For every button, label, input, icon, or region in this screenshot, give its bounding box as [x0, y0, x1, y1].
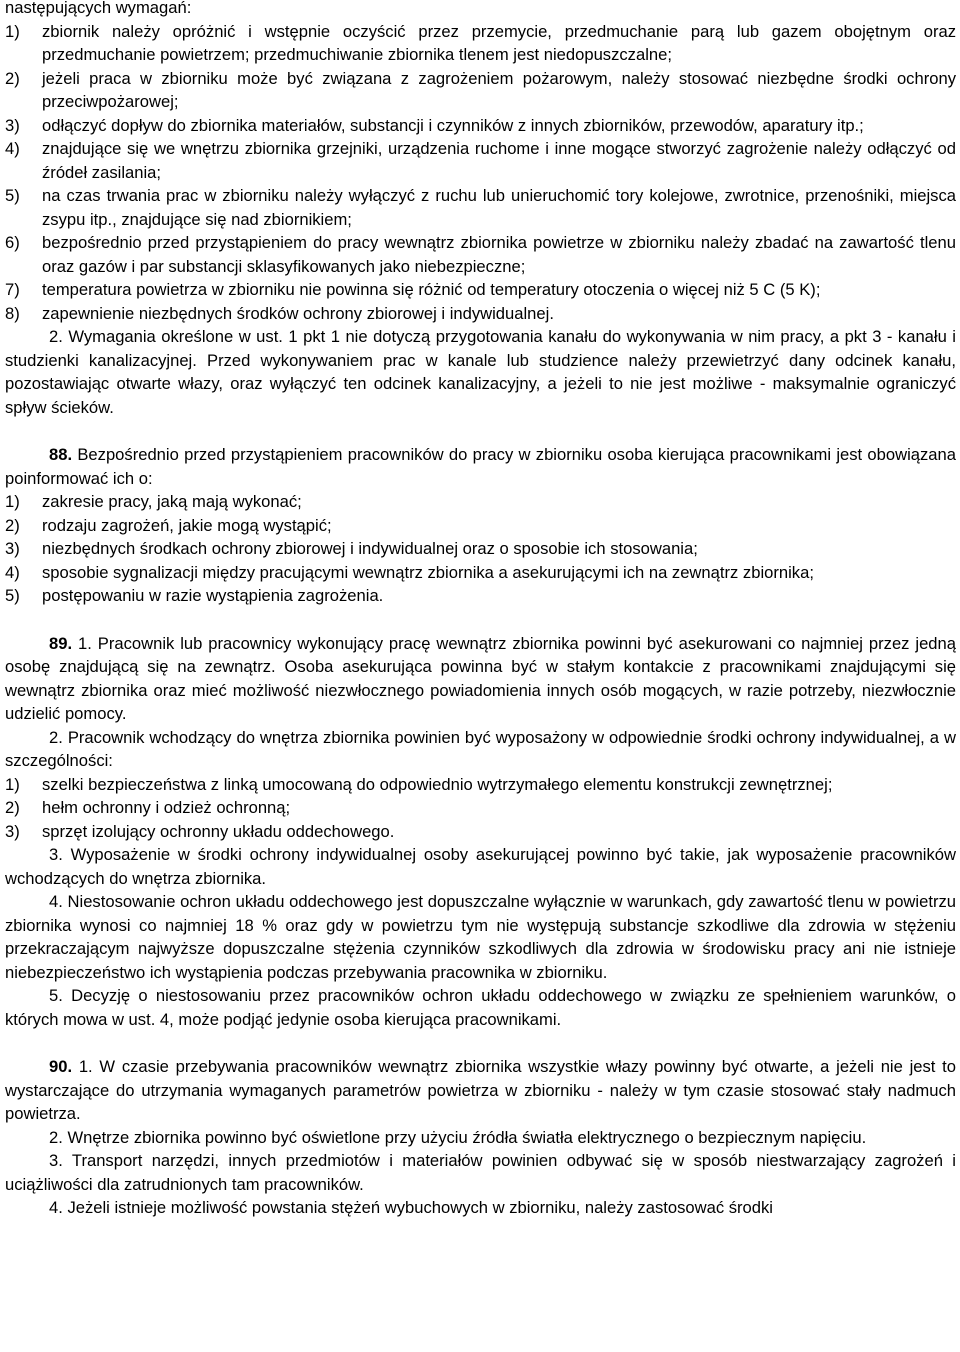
requirements-list — [5, 20, 956, 326]
section-89-paragraph-5: 5. Decyzję o niestosowaniu przez pracowników ochron układu oddechowego w związku ze spełnieniem warunków, o których mowa w ust. 4, może podjąć jedynie osoba kierująca pracownikami. — [5, 986, 956, 1029]
item-text: sprzęt izolujący ochronny układu oddechowego. — [42, 821, 395, 841]
item-number: 1) — [5, 774, 20, 794]
list-item — [5, 278, 956, 302]
item-number: 3) — [5, 115, 20, 135]
list-item — [5, 114, 956, 138]
item-number: 6) — [5, 233, 20, 252]
item-text: znajdujące się we wnętrzu zbiornika grzejniki, urządzenia ruchome i inne mogące stworzyć zagrożenie należy odłączyć od źródeł zasilania; — [42, 139, 956, 182]
item-text: hełm ochronny i odzież ochronną; — [42, 798, 291, 817]
item-number: 7) — [5, 280, 20, 299]
item-number: 2) — [5, 798, 20, 817]
section-89-paragraph-3: 3. Wyposażenie w środki ochrony indywidualnej osoby asekurującej powinno być takie, jak wyposażenie pracowników wchodzących do wnętrza zbiornika. — [5, 845, 956, 888]
intro-text: następujących wymagań: — [5, 0, 192, 17]
item-number: 3) — [5, 821, 20, 841]
section-88-intro — [5, 443, 956, 490]
section-90-paragraph-2: 2. Wnętrze zbiornika powinno być oświetlone przy użyciu źródła światła elektrycznego o bezpiecznym napięciu. — [49, 1127, 867, 1147]
section-90-number: 90. — [49, 1057, 73, 1076]
item-text: temperatura powietrza w zbiorniku nie powinna się różnić od temperatury otoczenia o więcej niż 5 C (5 K); — [42, 280, 821, 299]
list-item — [5, 537, 956, 561]
section-89-text: 1. Pracownik lub pracownicy wykonujący pracę wewnątrz zbiornika powinni być asekurowani co najmniej przez jedną osobę znajdującą się na zewnątrz. Osoba asekurująca powinna być w stałym kontakcie z pracownikami znajdującymi się wewnątrz zbiornika oraz mieć możliwość niezwłocznego powiadomienia innych osób mogących, w razie potrzeby, niezwłocznie udzielić pomocy. — [5, 633, 956, 723]
item-number: 8) — [5, 303, 20, 323]
item-number: 5) — [5, 186, 20, 205]
section-88-number: 88. — [49, 445, 73, 464]
section-88-list — [5, 490, 956, 608]
item-text: zakresie pracy, jaką mają wykonać; — [42, 492, 302, 511]
list-item — [5, 184, 956, 231]
item-text: bezpośrednio przed przystąpieniem do pracy wewnątrz zbiornika powietrze w zbiorniku należy zbadać na zawartość tlenu oraz gazów i par substancji sklasyfikowanych jako niebezpieczne; — [42, 233, 956, 276]
list-item — [5, 584, 956, 608]
list-item — [5, 514, 956, 538]
item-text: niezbędnych środkach ochrony zbiorowej i indywidualnej oraz o sposobie ich stosowania; — [42, 539, 698, 558]
item-number: 2) — [5, 515, 20, 535]
item-text: rodzaju zagrożeń, jakie mogą wystąpić; — [42, 515, 332, 535]
paragraph-87-2: 2. Wymagania określone w ust. 1 pkt 1 nie dotyczą przygotowania kanału do wykonywania w nim pracy, a pkt 3 - kanału i studzienki kanalizacyjnej. Przed wykonywaniem prac w kanale lub studzience należy przewietrzyć dany odcinek kanału, pozostawiając otwarte włazy, oraz wyłączyć ten odcinek kanalizacyjny, a jeżeli to nie jest możliwe - maksymalnie ograniczyć spływ ścieków. — [5, 327, 956, 417]
item-number: 4) — [5, 562, 20, 582]
item-text: jeżeli praca w zbiorniku może być związana z zagrożeniem pożarowym, należy stosować niezbędne środki ochrony przeciwpożarowej; — [42, 68, 956, 111]
section-88-text: Bezpośrednio przed przystąpieniem pracowników do pracy w zbiorniku osoba kierująca pracownikami jest obowiązana poinformować ich o: — [5, 445, 956, 488]
section-90-text: 1. W czasie przebywania pracowników wewnątrz zbiornika wszystkie włazy powinny być otwarte, a jeżeli nie jest to wystarczające do utrzymania wymaganych parametrów powietrza w zbiorniku - należy w tym czasie stosować stały nadmuch powietrza. — [5, 1057, 956, 1123]
item-number: 1) — [5, 492, 20, 511]
section-89-paragraph-2: 2. Pracownik wchodzący do wnętrza zbiornika powinien być wyposażony w odpowiednie środki ochrony indywidualnej, a w szczególności: — [5, 727, 956, 770]
list-item — [5, 796, 956, 820]
list-item — [5, 773, 956, 797]
list-item — [5, 231, 956, 278]
section-89-paragraph-4: 4. Niestosowanie ochron układu oddechowego jest dopuszczalne wyłącznie w warunkach, gdy zawartość tlenu w powietrzu zbiornika wynosi co najmniej 18 % oraz gdy w powietrzu tym nie występują substancje szkodliwe dla zdrowia w stężeniu przekraczającym najwyższe dopuszczalne stężenia czynników szkodliwych dla zdrowia w środowisku pracy ani nie istnieje niebezpieczeństwo ich wystąpienia podczas przebywania pracownika w zbiorniku. — [5, 892, 956, 982]
section-89-paragraph-1 — [5, 632, 956, 726]
list-item — [5, 820, 956, 844]
list-item — [5, 20, 956, 67]
section-90-paragraph-4: 4. Jeżeli istnieje możliwość powstania stężeń wybuchowych w zbiorniku, należy zastosować środki — [49, 1198, 773, 1217]
list-item — [5, 490, 956, 514]
section-spacer — [5, 608, 956, 632]
item-text: zbiornik należy opróżnić i wstępnie oczyścić przez przemycie, przedmuchanie parą lub gazem obojętnym oraz przedmuchanie powietrzem; przedmuchiwanie zbiornika tlenem jest niedopuszczalne; — [42, 21, 956, 64]
item-text: szelki bezpieczeństwa z linką umocowaną do odpowiednio wytrzymałego elementu konstrukcji zewnętrznej; — [42, 774, 833, 794]
section-spacer — [5, 419, 956, 443]
item-text: postępowaniu w razie wystąpienia zagrożenia. — [42, 586, 384, 605]
list-item — [5, 302, 956, 326]
item-text: sposobie sygnalizacji między pracującymi wewnątrz zbiornika a asekurującymi ich na zewnątrz zbiornika; — [42, 562, 814, 582]
list-item — [5, 137, 956, 184]
item-text: zapewnienie niezbędnych środków ochrony zbiorowej i indywidualnej. — [42, 303, 554, 323]
item-number: 5) — [5, 586, 20, 605]
item-number: 4) — [5, 139, 20, 158]
section-89-number: 89. — [49, 633, 73, 653]
list-item — [5, 561, 956, 585]
item-text: na czas trwania prac w zbiorniku należy wyłączyć z ruchu lub unieruchomić tory kolejowe, zwrotnice, przenośniki, miejsca zsypu itp., znajdujące się nad zbiornikiem; — [42, 186, 956, 229]
section-spacer — [5, 1031, 956, 1055]
section-90-paragraph-3: 3. Transport narzędzi, innych przedmiotów i materiałów powinien odbywać się w sposób niestwarzający zagrożeń i uciążliwości dla zatrudnionych tam pracowników. — [5, 1151, 956, 1194]
item-number: 1) — [5, 21, 20, 41]
section-89-list — [5, 773, 956, 844]
list-item — [5, 67, 956, 114]
section-90-paragraph-1 — [5, 1055, 956, 1126]
item-text: odłączyć dopływ do zbiornika materiałów, substancji i czynników z innych zbiorników, przewodów, aparatury itp.; — [42, 115, 864, 135]
item-number: 3) — [5, 539, 20, 558]
item-number: 2) — [5, 68, 20, 88]
